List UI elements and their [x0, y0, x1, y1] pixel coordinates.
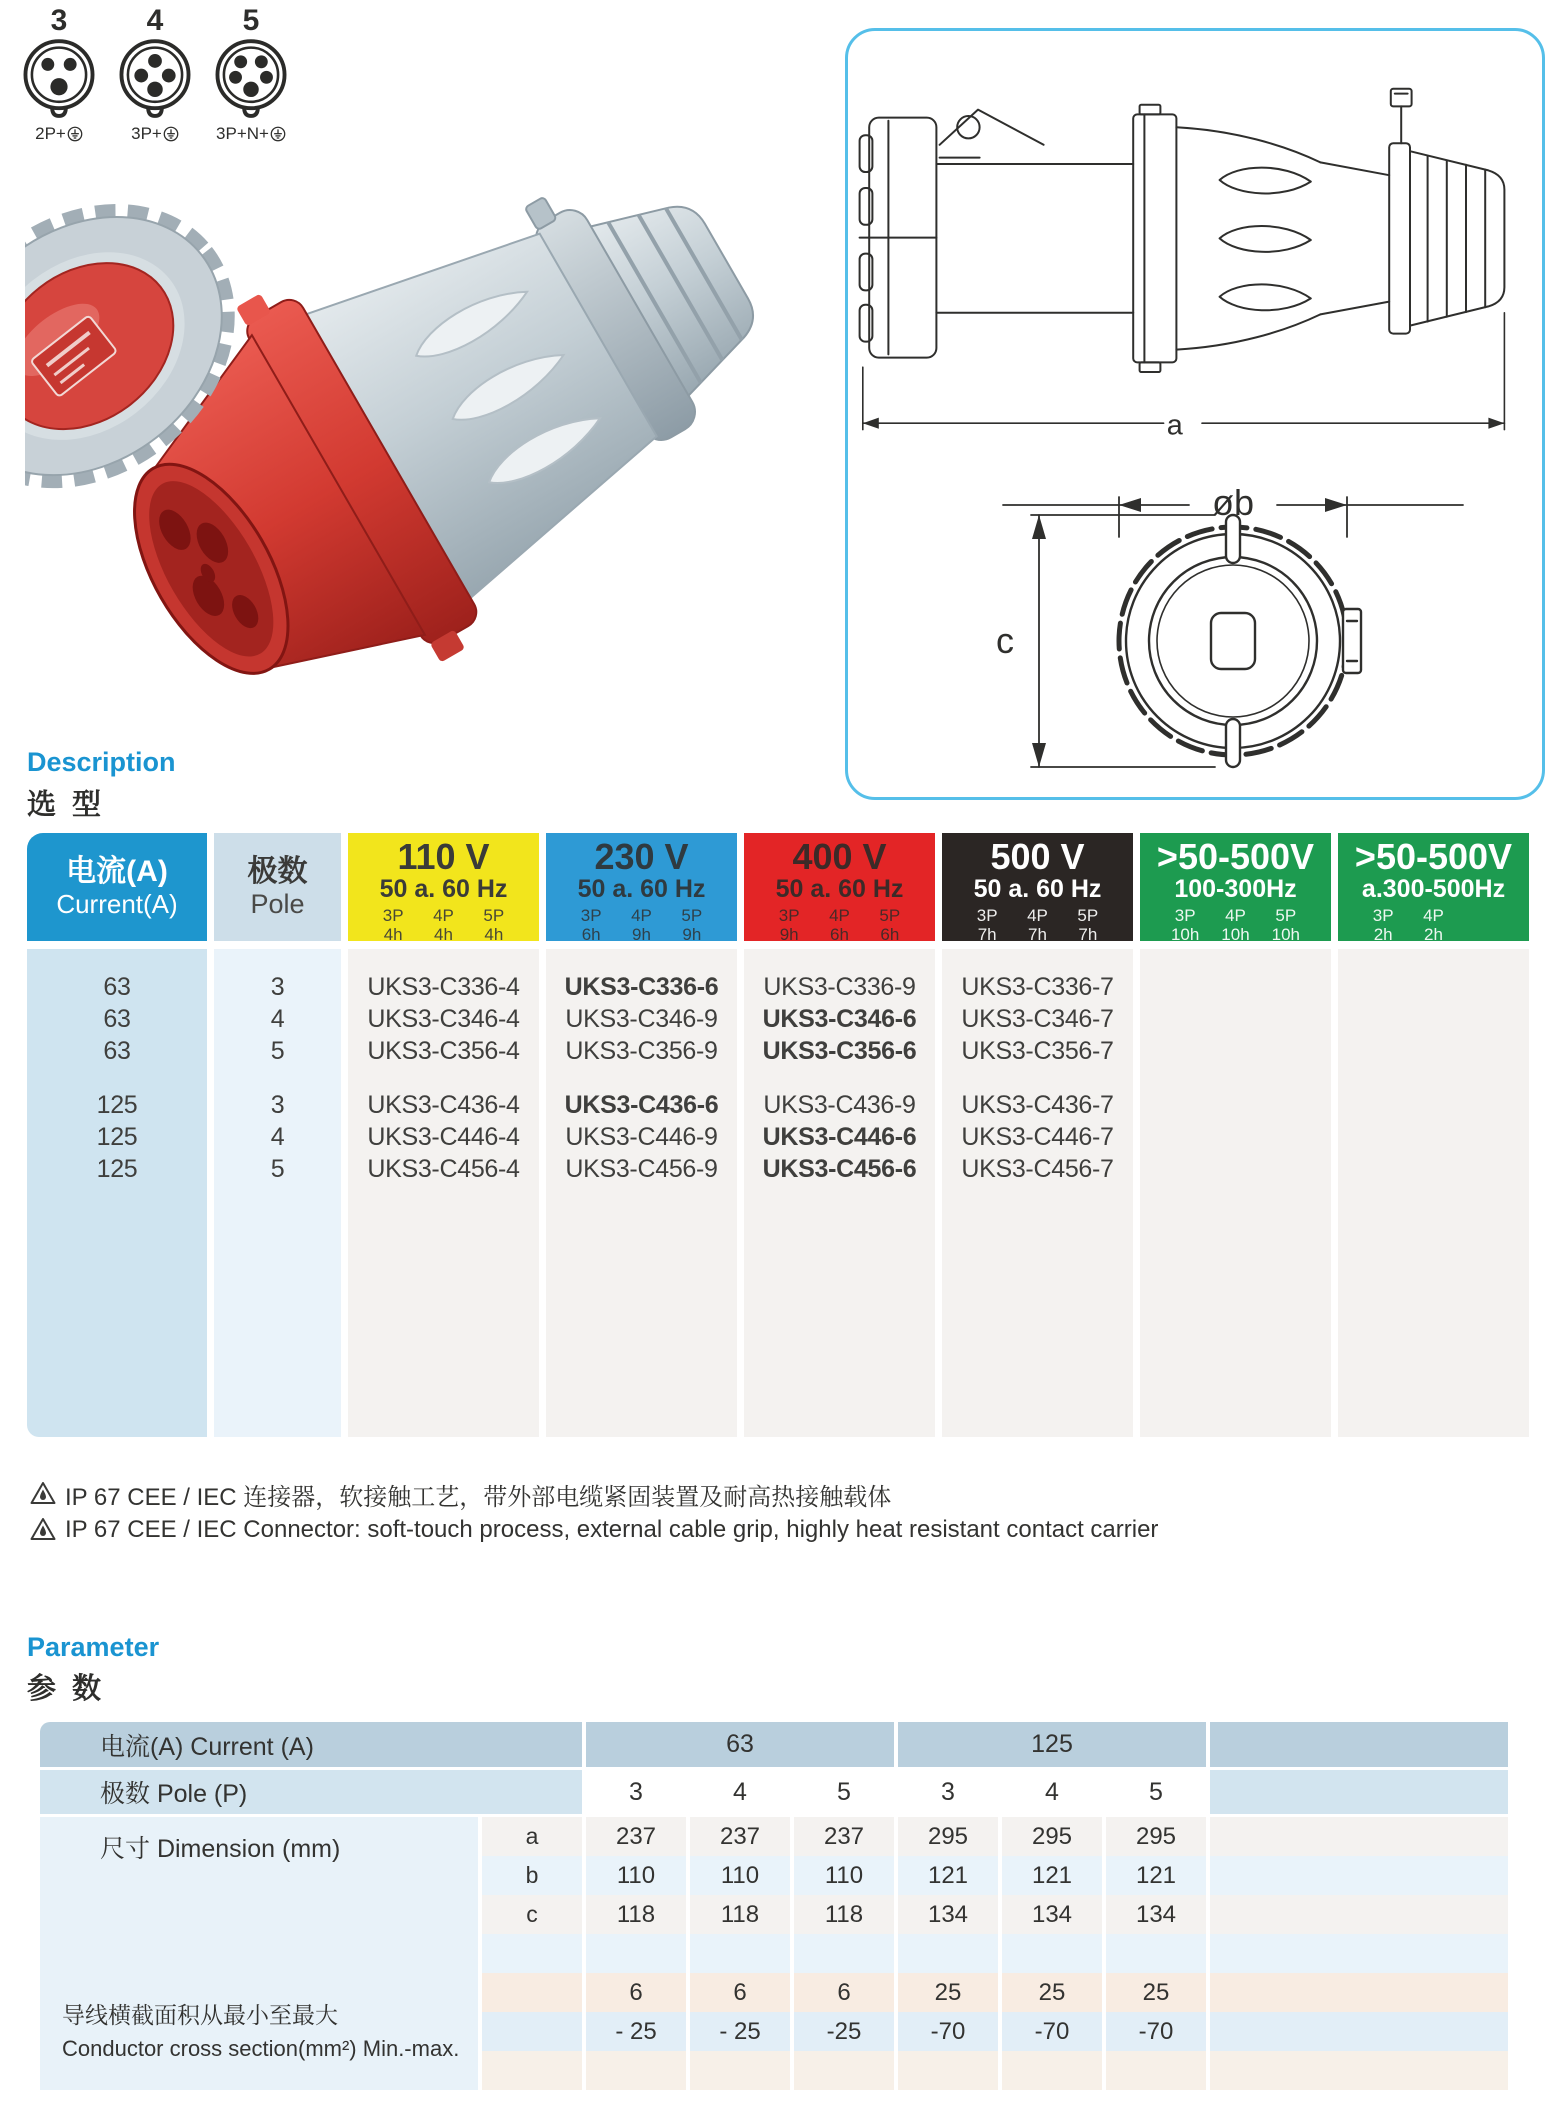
pin-diagram-4: [114, 6, 196, 144]
model-number: UKS3-C346-9: [565, 1005, 718, 1033]
parameter-value: 237: [586, 1817, 686, 1856]
parameter-value: -70: [898, 2012, 998, 2051]
clock-position-label: 10h: [1221, 925, 1250, 944]
clock-position-label: 4h: [383, 925, 403, 944]
voltage-column-6: [1338, 833, 1529, 1437]
model-number: UKS3-C336-6: [564, 973, 719, 1001]
model-number: UKS3-C356-4: [367, 1037, 520, 1065]
pin-diagram-5: [210, 6, 292, 144]
model-number: [1338, 1035, 1529, 1067]
pole-variant: [1358, 906, 1408, 944]
model-number: UKS3-C436-6: [564, 1091, 719, 1119]
empty-cell: [690, 1934, 790, 1973]
model-number: UKS3-C436-7: [961, 1091, 1114, 1119]
dimension-a-label: a: [1166, 409, 1183, 442]
parameter-row-spacer: [1210, 1770, 1508, 1814]
parameter-pole-value: 5: [1149, 1777, 1163, 1806]
pole-value: 5: [270, 1155, 285, 1183]
pole-variant-label: 5P: [681, 906, 703, 925]
clock-position-label: 4h: [434, 925, 453, 944]
note-en-text: IP 67 CEE / IEC Connector: soft-touch process, external cable grip, highly heat resistant contact carrier: [65, 1516, 1159, 1543]
frequency-label: a.300-500Hz: [1361, 875, 1506, 903]
clock-position-label: 6h: [830, 925, 849, 944]
pole-variant-row: [1338, 903, 1529, 944]
empty-cell: [1210, 2051, 1508, 2090]
pole-variant-label: 5P: [879, 906, 901, 925]
voltage-column-body-6: [1338, 949, 1529, 1437]
clock-position-label: 7h: [1028, 925, 1047, 944]
pole-variant: [962, 906, 1012, 944]
empty-cell: [1106, 1934, 1206, 1973]
dimension-c-label: c: [996, 620, 1014, 661]
frequency-label: 50 a. 60 Hz: [577, 875, 706, 903]
pole-column-header: [214, 833, 341, 941]
parameter-value: -70: [1106, 2012, 1206, 2051]
voltage-column-header-1: [348, 833, 539, 944]
pole-variant-row: [1140, 903, 1331, 944]
pole-variant: [418, 906, 468, 944]
pole-value: 3: [270, 1091, 285, 1119]
model-number: UKS3-C456-6: [762, 1155, 917, 1183]
voltage-title: 110 V: [397, 836, 490, 877]
model-number: [1140, 1003, 1331, 1035]
conductor-label-en: Conductor cross section(mm²) Min.-max.: [62, 2036, 460, 2061]
parameter-value: 295: [898, 1817, 998, 1856]
pole-variant: [814, 906, 864, 944]
current-column-body: [27, 949, 207, 1437]
pole-variant-label: 4P: [1027, 906, 1048, 925]
voltage-column-header-6: [1338, 833, 1529, 944]
pole-variant-label: 4P: [829, 906, 850, 925]
model-number: UKS3-C456-4: [367, 1155, 520, 1183]
voltage-title: >50-500V: [1354, 836, 1513, 877]
pole-variant-label: 5P: [483, 906, 505, 925]
model-number: UKS3-C436-9: [763, 1091, 916, 1119]
empty-cell: [794, 2051, 894, 2090]
front-view-drawing: [943, 451, 1503, 796]
pin-type-label: [131, 124, 179, 144]
dimension-key-c: c: [482, 1895, 582, 1934]
parameter-value: 134: [898, 1895, 998, 1934]
model-number: UKS3-C436-4: [367, 1091, 520, 1119]
model-number: UKS3-C336-7: [961, 973, 1114, 1001]
pin-face-icon: [116, 36, 194, 122]
pin-type-text: 2P+: [35, 124, 66, 143]
parameter-heading-zh: 参 数: [27, 1673, 106, 1705]
model-number: UKS3-C446-7: [961, 1123, 1114, 1151]
frequency-label: 50 a. 60 Hz: [973, 875, 1102, 903]
voltage-column-body-4: [942, 949, 1133, 1437]
pole-variant-row: [942, 903, 1133, 944]
parameter-current-row: [40, 1722, 1508, 1767]
dimension-key-b: b: [482, 1856, 582, 1895]
pin-type-text: 3P+N+: [216, 124, 269, 143]
dimension-label: 尺寸 Dimension (mm): [100, 1835, 341, 1863]
side-view-drawing: [858, 56, 1534, 456]
parameter-value: 25: [898, 1973, 998, 2012]
pin-face-icon: [212, 36, 290, 122]
empty-cell: [482, 2012, 582, 2051]
model-number: UKS3-C346-6: [762, 1005, 917, 1033]
parameter-value: 118: [586, 1895, 686, 1934]
parameter-pole-label: 极数 Pole (P): [40, 1770, 582, 1814]
note-en: [30, 1512, 1158, 1548]
clock-position-label: 4h: [484, 925, 504, 944]
footnotes: [30, 1476, 1158, 1548]
earth-icon: [270, 126, 286, 142]
voltage-column-header-2: [546, 833, 737, 944]
voltage-title: >50-500V: [1156, 836, 1315, 877]
parameter-value: 295: [1002, 1817, 1102, 1856]
model-number: UKS3-C446-6: [762, 1123, 917, 1151]
earth-icon: [163, 126, 179, 142]
clock-position-label: 6h: [880, 925, 900, 944]
parameter-current-label: 电流(A) Current (A): [40, 1722, 582, 1767]
current-group-125: 125: [898, 1722, 1206, 1767]
current-value: 63: [103, 973, 131, 1001]
pin-count-label: 4: [146, 4, 164, 37]
pin-count-label: 3: [50, 4, 68, 37]
voltage-column-4: [942, 833, 1133, 1437]
parameter-value: 6: [690, 1973, 790, 2012]
parameter-pole-value: 3: [629, 1777, 643, 1806]
voltage-title: 400 V: [792, 836, 887, 877]
parameter-value: 6: [586, 1973, 686, 2012]
parameter-table: [40, 1722, 1508, 2090]
parameter-pole-value: 4: [1045, 1777, 1059, 1806]
pole-header-zh: 极数: [247, 854, 308, 888]
model-number: UKS3-C446-4: [367, 1123, 520, 1151]
pole-value: 3: [270, 973, 285, 1001]
empty-cell: [586, 2051, 686, 2090]
empty-cell: [1210, 1973, 1508, 2012]
parameter-value: - 25: [690, 2012, 790, 2051]
parameter-value: -25: [794, 2012, 894, 2051]
pole-variant: [616, 906, 666, 944]
parameter-pole-value: 3: [941, 1777, 955, 1806]
parameter-value: 110: [690, 1856, 790, 1895]
parameter-value: 25: [1106, 1973, 1206, 2012]
model-number: [1140, 1121, 1331, 1153]
parameter-pole-value: 5: [837, 1777, 851, 1806]
pole-variant-label: 3P: [778, 906, 800, 925]
voltage-column-header-4: [942, 833, 1133, 944]
voltage-column-header-3: [744, 833, 935, 944]
dimension-b-label: øb: [1211, 482, 1255, 523]
model-number: UKS3-C346-7: [961, 1005, 1114, 1033]
pole-variant-label: 3P: [1372, 906, 1394, 925]
empty-cell: [1210, 1856, 1508, 1895]
empty-cell: [1210, 1934, 1508, 1973]
pole-variant: [1261, 906, 1311, 944]
model-number: UKS3-C336-9: [763, 973, 916, 1001]
parameter-value: 295: [1106, 1817, 1206, 1856]
selection-table: [27, 833, 1529, 1437]
parameter-value: 110: [794, 1856, 894, 1895]
voltage-title: 230 V: [594, 836, 689, 877]
frequency-label: 50 a. 60 Hz: [379, 875, 508, 903]
parameter-value: 6: [794, 1973, 894, 2012]
empty-cell: [482, 2051, 582, 2090]
dimension-key-a: a: [482, 1817, 582, 1856]
clock-position-label: 7h: [1078, 925, 1098, 944]
pole-value: 4: [270, 1005, 285, 1033]
empty-cell: [690, 2051, 790, 2090]
pole-variant-row: [546, 903, 737, 944]
pin-configuration-diagrams: [18, 6, 292, 144]
model-number: UKS3-C336-4: [367, 973, 520, 1001]
model-number: UKS3-C456-7: [961, 1155, 1114, 1183]
pole-value: 4: [270, 1123, 285, 1151]
pole-variant: [1160, 906, 1210, 944]
conductor-label-zh: 导线横截面积从最小至最大: [62, 2002, 338, 2028]
note-zh-text: IP 67 CEE / IEC 连接器，软接触工艺，带外部电缆紧固装置及耐高热接触载体: [65, 1483, 892, 1511]
empty-cell: [898, 2051, 998, 2090]
parameter-value: 110: [586, 1856, 686, 1895]
empty-cell: [1002, 2051, 1102, 2090]
parameter-value: 118: [794, 1895, 894, 1934]
pole-column: [214, 833, 341, 1437]
pole-variant-label: 4P: [1225, 906, 1246, 925]
voltage-column-header-5: [1140, 833, 1331, 944]
empty-cell: [1210, 2012, 1508, 2051]
pole-variant: [566, 906, 616, 944]
parameter-pole-row: [40, 1770, 1508, 1814]
model-number: UKS3-C446-9: [565, 1123, 718, 1151]
empty-cell: [482, 1973, 582, 2012]
current-header-en: Current(A): [56, 889, 178, 919]
clock-position-label: 9h: [632, 925, 651, 944]
clock-position-label: 2h: [1424, 925, 1443, 944]
pin-type-text: 3P+: [131, 124, 162, 143]
model-number: [1338, 1089, 1529, 1121]
frequency-label: 50 a. 60 Hz: [775, 875, 904, 903]
parameter-value: 118: [690, 1895, 790, 1934]
empty-cell: [1210, 1817, 1508, 1856]
warning-icon: [30, 1481, 56, 1505]
clock-position-label: 10h: [1170, 925, 1200, 944]
parameter-value: 121: [1106, 1856, 1206, 1895]
parameter-value: 25: [1002, 1973, 1102, 2012]
pole-variant: [667, 906, 717, 944]
empty-cell: [586, 1934, 686, 1973]
clock-position-label: 9h: [682, 925, 702, 944]
model-number: UKS3-C346-4: [367, 1005, 520, 1033]
model-number: [1338, 971, 1529, 1003]
clock-position-label: 6h: [581, 925, 601, 944]
pole-variant: [1210, 906, 1260, 944]
voltage-column-body-2: [546, 949, 737, 1437]
clock-position-label: 9h: [779, 925, 799, 944]
voltage-column-body-3: [744, 949, 935, 1437]
model-number: UKS3-C456-9: [565, 1155, 718, 1183]
model-number: UKS3-C356-9: [565, 1037, 718, 1065]
empty-cell: [1106, 2051, 1206, 2090]
model-number: UKS3-C356-7: [961, 1037, 1114, 1065]
parameter-row-spacer: [1210, 1722, 1508, 1767]
product-photo: [25, 170, 825, 690]
empty-cell: [482, 1934, 582, 1973]
clock-position-label: 7h: [977, 925, 997, 944]
parameter-value-grid: [482, 1817, 1508, 2090]
pole-variant: [368, 906, 418, 944]
model-number: [1140, 1153, 1331, 1185]
voltage-title: 500 V: [990, 836, 1085, 877]
current-value: 125: [96, 1155, 138, 1183]
voltage-column-2: [546, 833, 737, 1437]
warning-icon: [30, 1517, 56, 1541]
frequency-label: 100-300Hz: [1174, 875, 1297, 903]
pole-variant-label: 3P: [1174, 906, 1196, 925]
parameter-value: -70: [1002, 2012, 1102, 2051]
current-value: 125: [96, 1091, 138, 1119]
note-zh: [30, 1476, 1158, 1512]
empty-cell: [898, 1934, 998, 1973]
current-group-63: 63: [586, 1722, 894, 1767]
current-header-zh: 电流(A): [66, 855, 168, 888]
voltage-column-3: [744, 833, 935, 1437]
model-number: [1338, 1121, 1529, 1153]
pole-column-body: [214, 949, 341, 1437]
empty-cell: [1210, 1895, 1508, 1934]
voltage-column-5: [1140, 833, 1331, 1437]
pin-face-icon: [20, 36, 98, 122]
parameter-value: - 25: [586, 2012, 686, 2051]
parameter-value: 121: [898, 1856, 998, 1895]
pole-variant: [1408, 906, 1458, 944]
earth-icon: [67, 126, 83, 142]
model-number: [1140, 1035, 1331, 1067]
pole-variant-label: 4P: [433, 906, 454, 925]
description-heading-zh: 选 型: [27, 789, 106, 821]
current-column: [27, 833, 207, 1437]
pole-variant-label: 4P: [631, 906, 652, 925]
parameter-table-body: [40, 1817, 1508, 2090]
pole-variant-label: 3P: [976, 906, 998, 925]
parameter-value: 134: [1106, 1895, 1206, 1934]
clock-position-label: 2h: [1373, 925, 1393, 944]
model-number: [1338, 1153, 1529, 1185]
pole-variant: [1012, 906, 1062, 944]
voltage-column-body-1: [348, 949, 539, 1437]
pole-variant-label: 3P: [382, 906, 404, 925]
model-number: [1338, 1003, 1529, 1035]
parameter-value: 237: [690, 1817, 790, 1856]
current-value: 63: [103, 1037, 131, 1065]
pole-variant: [764, 906, 814, 944]
empty-cell: [1002, 1934, 1102, 1973]
voltage-column-body-5: [1140, 949, 1331, 1437]
parameter-label-column: [40, 1817, 478, 2090]
parameter-heading: Parameter: [27, 1632, 160, 1662]
voltage-column-1: [348, 833, 539, 1437]
parameter-value: 237: [794, 1817, 894, 1856]
pole-variant-row: [348, 903, 539, 944]
model-number: UKS3-C356-6: [762, 1037, 917, 1065]
pole-variant: [1063, 906, 1113, 944]
pin-type-label: [216, 124, 286, 144]
pole-variant-row: [744, 903, 935, 944]
pole-variant-label: 3P: [580, 906, 602, 925]
empty-cell: [794, 1934, 894, 1973]
current-value: 125: [96, 1123, 138, 1151]
parameter-pole-value: 4: [733, 1777, 747, 1806]
clock-position-label: 10h: [1271, 925, 1300, 944]
current-value: 63: [103, 1005, 131, 1033]
pin-type-label: [35, 124, 83, 144]
parameter-value: 121: [1002, 1856, 1102, 1895]
pin-diagram-3: [18, 6, 100, 144]
model-number: [1140, 1089, 1331, 1121]
pin-count-label: 5: [242, 4, 260, 37]
current-column-header: [27, 833, 207, 941]
pole-variant: [469, 906, 519, 944]
technical-drawing-panel: [845, 28, 1545, 800]
pole-value: 5: [270, 1037, 285, 1065]
pole-variant-label: 5P: [1275, 906, 1297, 925]
parameter-value: 134: [1002, 1895, 1102, 1934]
description-heading: Description: [27, 747, 176, 777]
model-number: [1140, 971, 1331, 1003]
pole-header-en: Pole: [250, 888, 305, 919]
pole-variant-label: 5P: [1077, 906, 1099, 925]
pole-variant-label: 4P: [1423, 906, 1444, 925]
pole-variant: [865, 906, 915, 944]
